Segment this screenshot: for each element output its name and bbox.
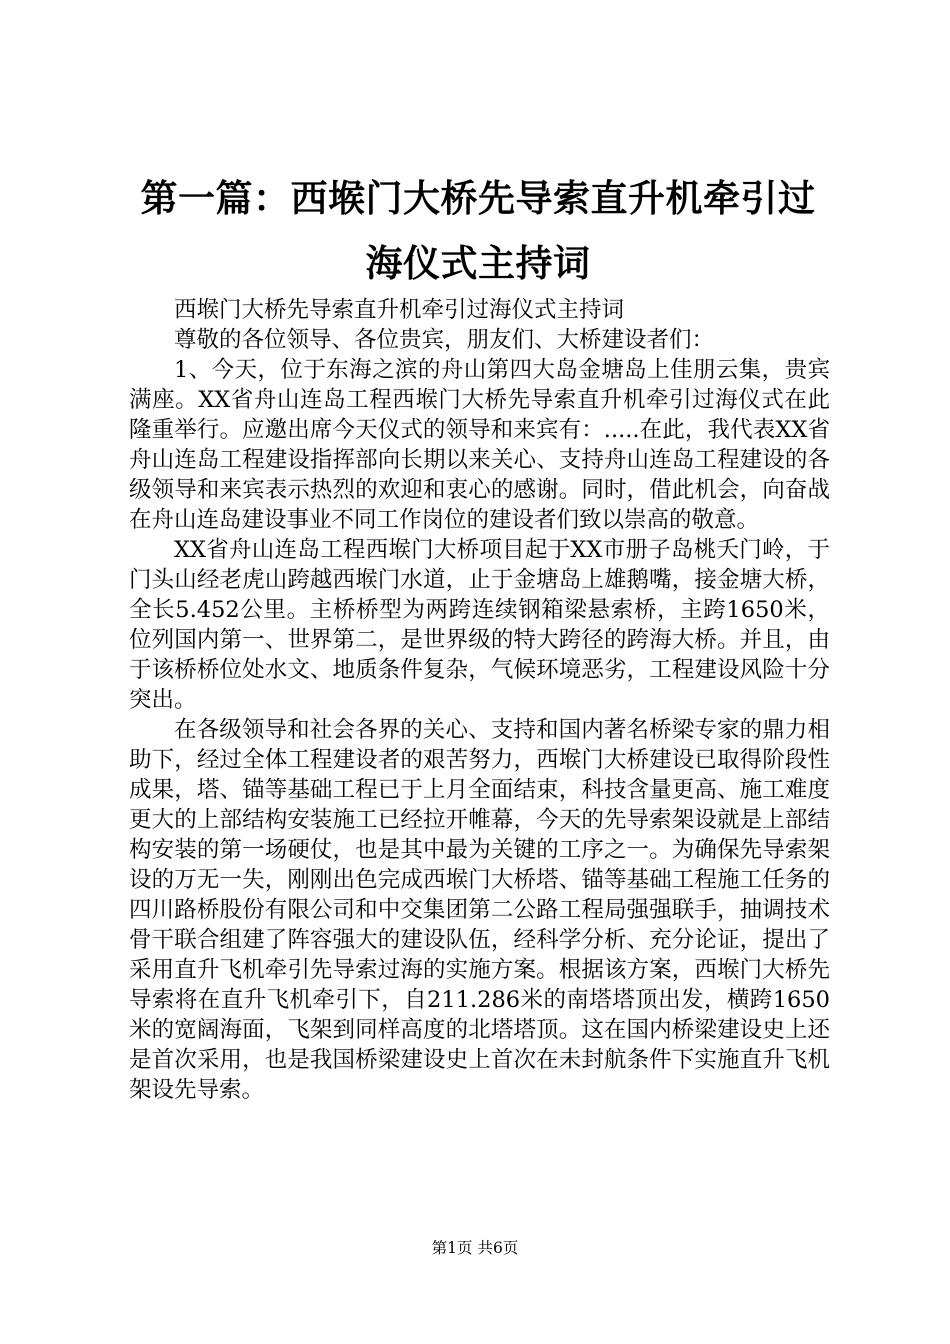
paragraph-subtitle: 西堠门大桥先导索直升机牵引过海仪式主持词 bbox=[174, 297, 625, 323]
page-number-footer: 第1页 共6页 bbox=[431, 1239, 519, 1257]
document-body bbox=[129, 295, 830, 1105]
paragraph-opening: 1、今天，位于东海之滨的舟山第四大岛金塘岛上佳朋云集，贵宾满座。XX省舟山连岛工程西堠门大桥先导索直升机牵引过海仪式在此隆重举行。应邀出席今天仪式的领导和来宾有：.....在此，我代表XX省舟山连岛工程建设指挥部向长期以来关心、支持舟山连岛工程建设的各级领导和来宾表示热烈的欢迎和衷心的感谢。同时，借此机会，向奋战在舟山连岛建设事业不同工作岗位的建设者们致以崇高的敬意。 bbox=[129, 357, 830, 533]
paragraph-greeting: 尊敬的各位领导、各位贵宾，朋友们、大桥建设者们： bbox=[174, 327, 715, 353]
paragraph-construction-progress: 在各级领导和社会各界的关心、支持和国内著名桥梁专家的鼎力相助下，经过全体工程建设者的艰苦努力，西堠门大桥建设已取得阶段性成果，塔、锚等基础工程已于上月全面结束，科技含量更高、施工难度更大的上部结构安装施工已经拉开帷幕，今天的先导索架设就是上部结构安装的第一场硬仗，也是其中最为关键的工序之一。为确保先导索架设的万无一失，刚刚出色完成西堠门大桥塔、锚等基础工程施工任务的四川路桥股份有限公司和中交集团第二公路工程局强强联手，抽调技术骨干联合组建了阵容强大的建设队伍，经科学分析、充分论证，提出了采用直升飞机牵引先导索过海的实施方案。根据该方案，西堠门大桥先导索将在直升飞机牵引下，自211.286米的南塔塔顶出发，横跨1650米的宽阔海面，飞架到同样高度的北塔塔顶。这在国内桥梁建设史上还是首次采用，也是我国桥梁建设史上首次在未封航条件下实施直升飞机架设先导索。 bbox=[129, 717, 830, 1103]
document-title: 第一篇：西堠门大桥先导索直升机牵引过海仪式主持词 bbox=[140, 176, 816, 285]
paragraph-project-overview: XX省舟山连岛工程西堠门大桥项目起于XX市册子岛桃夭门岭，于门头山经老虎山跨越西堠门水道，止于金塘岛上雄鹅嘴，接金塘大桥，全长5.452公里。主桥桥型为两跨连续钢箱梁悬索桥，主跨1650米，位列国内第一、世界第二，是世界级的特大跨径的跨海大桥。并且，由于该桥桥位处水文、地质条件复杂，气候环境恶劣，工程建设风险十分突出。 bbox=[129, 537, 830, 713]
